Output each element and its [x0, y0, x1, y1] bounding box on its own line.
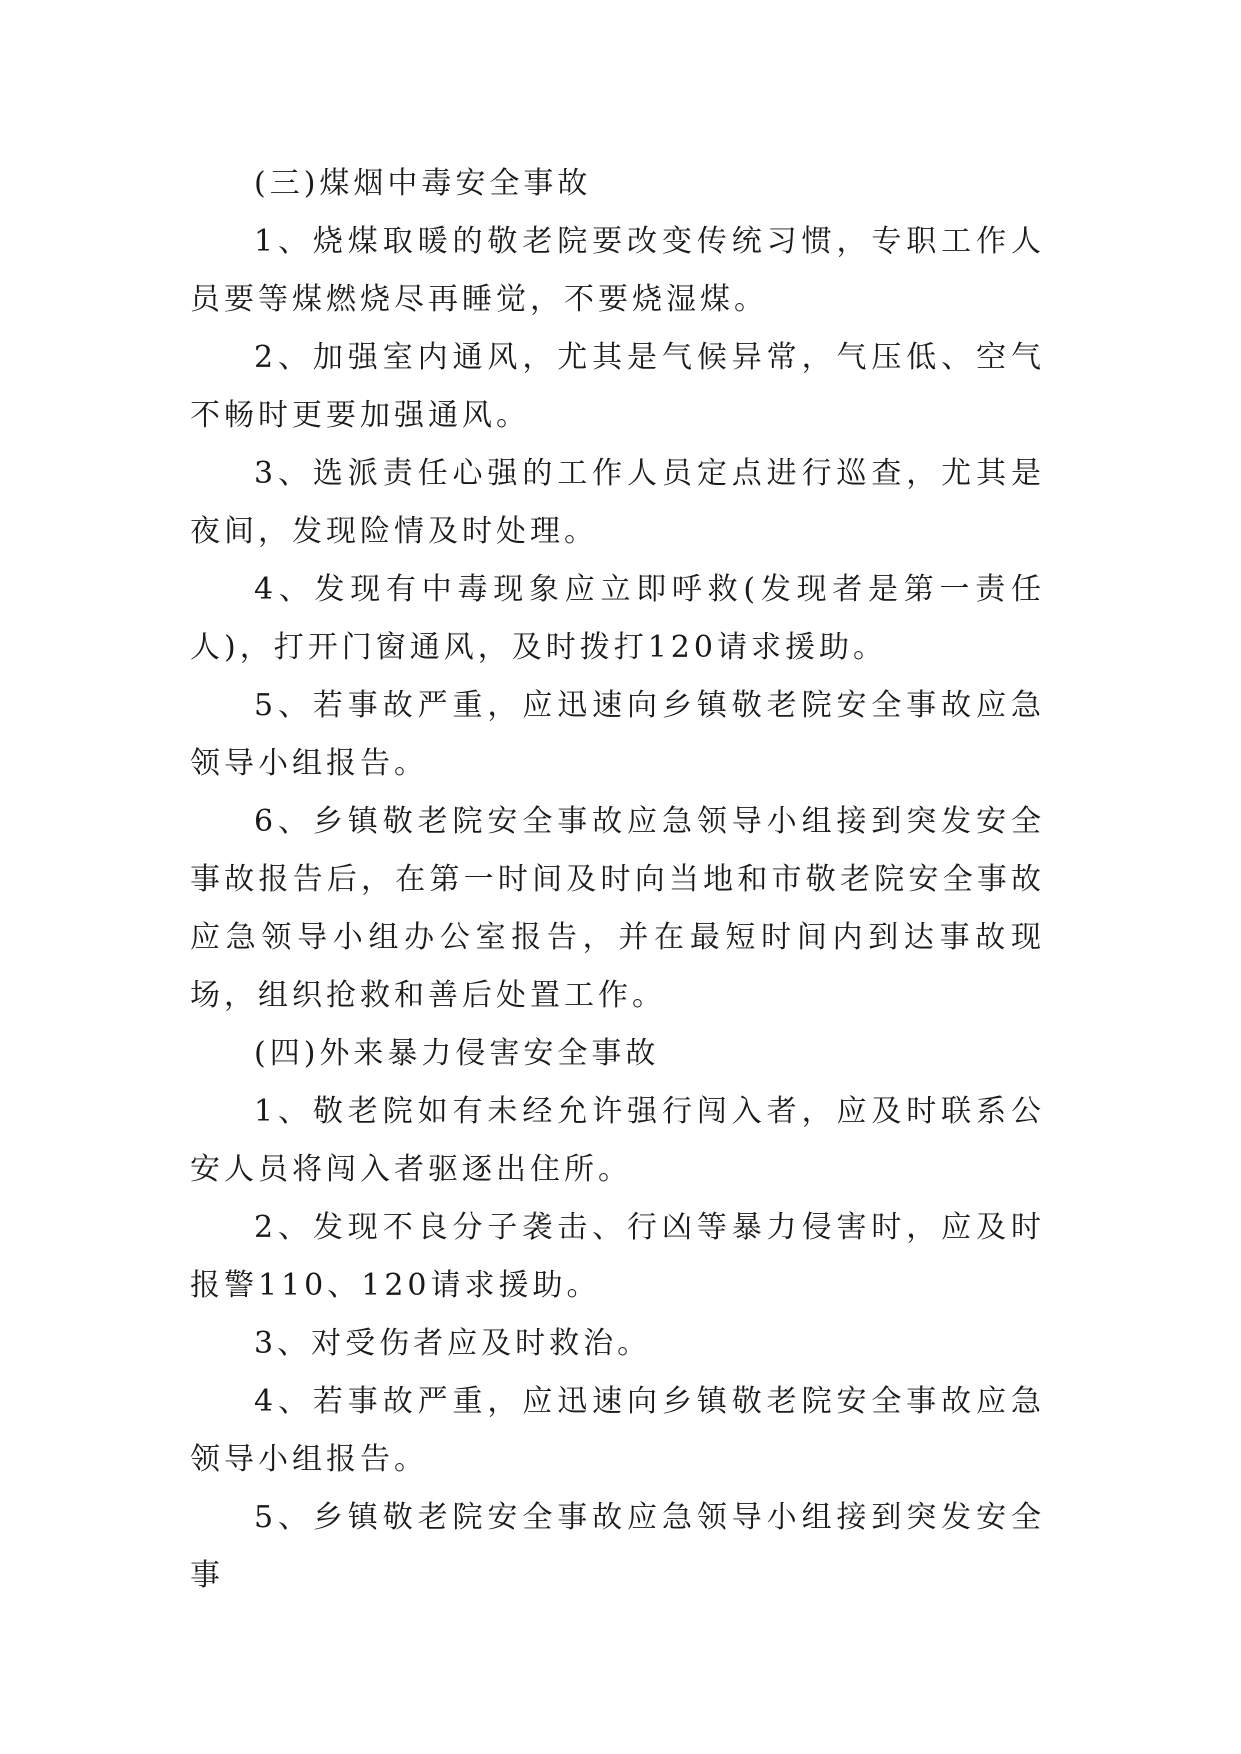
list-item: 4、若事故严重，应迅速向乡镇敬老院安全事故应急领导小组报告。 [190, 1384, 1045, 1477]
list-item: 5、乡镇敬老院安全事故应急领导小组接到突发安全事 [190, 1500, 1045, 1593]
list-item: 6、乡镇敬老院安全事故应急领导小组接到突发安全事故报告后，在第一时间及时向当地和市敬老院安全事故应急领导小组办公室报告，并在最短时间内到达事故现场，组织抢救和善后处置工作。 [190, 804, 1045, 1013]
list-item: 2、发现不良分子袭击、行凶等暴力侵害时，应及时报警110、120请求援助。 [190, 1210, 1045, 1303]
list-item: 3、选派责任心强的工作人员定点进行巡查，尤其是夜间，发现险情及时处理。 [190, 456, 1045, 549]
list-item: 2、加强室内通风，尤其是气候异常，气压低、空气不畅时更要加强通风。 [190, 340, 1045, 433]
list-item: 1、烧煤取暖的敬老院要改变传统习惯，专职工作人员要等煤燃烧尽再睡觉，不要烧湿煤。 [190, 224, 1045, 317]
list-item: 4、发现有中毒现象应立即呼救(发现者是第一责任人)，打开门窗通风，及时拨打120请求援助。 [190, 572, 1045, 665]
list-item: 3、对受伤者应及时救治。 [254, 1326, 652, 1361]
document-body [190, 155, 1045, 1605]
section-heading-external-violence: (四)外来暴力侵害安全事故 [254, 1036, 660, 1071]
list-item: 5、若事故严重，应迅速向乡镇敬老院安全事故应急领导小组报告。 [190, 688, 1045, 781]
list-item: 1、敬老院如有未经允许强行闯入者，应及时联系公安人员将闯入者驱逐出住所。 [190, 1094, 1045, 1187]
section-heading-coal-smoke: (三)煤烟中毒安全事故 [254, 166, 592, 201]
